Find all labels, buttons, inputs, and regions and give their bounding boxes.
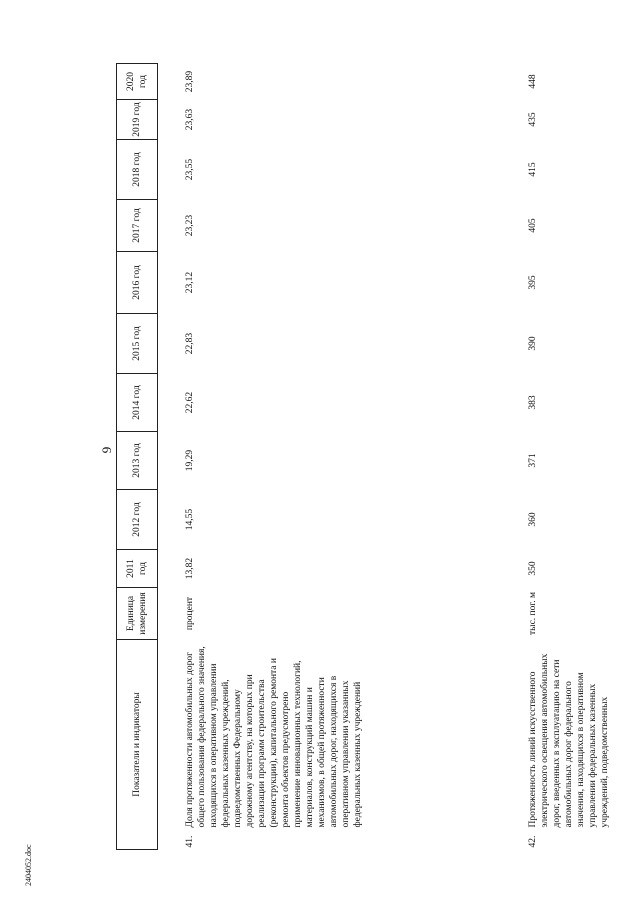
header-year-2015: 2015 год xyxy=(117,314,158,374)
header-year-2012: 2012 год xyxy=(117,490,158,550)
header-year-2016: 2016 год xyxy=(117,252,158,314)
unit-cell: тыс. пог. м xyxy=(528,592,538,635)
value-2019: 435 xyxy=(528,112,538,127)
header-unit: Единица измерения xyxy=(117,588,158,640)
indicator-text: Протяженность линий искусственного электрического освещения автомобильных дорог, введенных в эксплуатацию на сети автомобильных дорог федерального значения, находящихся в оперативном управлении федеральных казенных учреждений, подведомственных xyxy=(528,653,610,828)
row-number: 41. xyxy=(185,835,195,848)
header-year-2014: 2014 год xyxy=(117,374,158,432)
value-2017: 23,23 xyxy=(185,214,195,237)
indicator-text: Доля протяженности автомобильных дорог общего пользования федерального значения, находящихся в оперативном управлении федеральных казенных учреждений, подведомственных Федеральному дорожному агентству, на которых при реализации программ строительства (реконструкции), капитального ремонта и ремонта объектов предусмотрено применение инновационных технологий, материалов, конструкций машин и механизмов, в общей протяженности автомобильных дорог, находящихся в оперативном управлении указанных федеральных казенных учреждений xyxy=(185,646,363,828)
header-year-2017: 2017 год xyxy=(117,200,158,252)
rotated-page xyxy=(100,50,620,850)
value-2014: 22,62 xyxy=(185,391,195,414)
value-2015: 22,83 xyxy=(185,332,195,355)
value-2013: 19,29 xyxy=(185,449,195,472)
value-2011: 350 xyxy=(528,561,538,576)
table-row xyxy=(158,64,506,850)
value-2012: 360 xyxy=(528,512,538,527)
table-row xyxy=(505,64,612,850)
value-2014: 383 xyxy=(528,395,538,410)
table-body xyxy=(158,64,613,850)
header-indicators: Показатели и индикаторы xyxy=(117,640,158,850)
page-number: 9 xyxy=(99,446,114,454)
value-2011: 13,82 xyxy=(185,557,195,580)
value-2019: 23,63 xyxy=(185,108,195,131)
document-filename: 2404052.doc xyxy=(24,844,33,886)
indicators-table xyxy=(116,63,612,850)
value-2020: 448 xyxy=(528,74,538,89)
table-header xyxy=(117,64,158,850)
document-footer xyxy=(24,806,38,886)
value-2016: 23,12 xyxy=(185,271,195,294)
value-2020: 23,89 xyxy=(185,70,195,93)
row-number: 42. xyxy=(528,835,538,848)
value-2018: 415 xyxy=(528,162,538,177)
value-2015: 390 xyxy=(528,336,538,351)
value-2017: 405 xyxy=(528,218,538,233)
value-2016: 395 xyxy=(528,275,538,290)
header-year-2020: 2020 год xyxy=(117,64,158,100)
value-2013: 371 xyxy=(528,453,538,468)
unit-cell: процент xyxy=(185,596,195,631)
value-2018: 23,55 xyxy=(185,158,195,181)
header-year-2013: 2013 год xyxy=(117,432,158,490)
value-2012: 14,55 xyxy=(185,508,195,531)
header-year-2019: 2019 год xyxy=(117,100,158,140)
header-year-2018: 2018 год xyxy=(117,140,158,200)
header-year-2011: 2011 год xyxy=(117,550,158,588)
